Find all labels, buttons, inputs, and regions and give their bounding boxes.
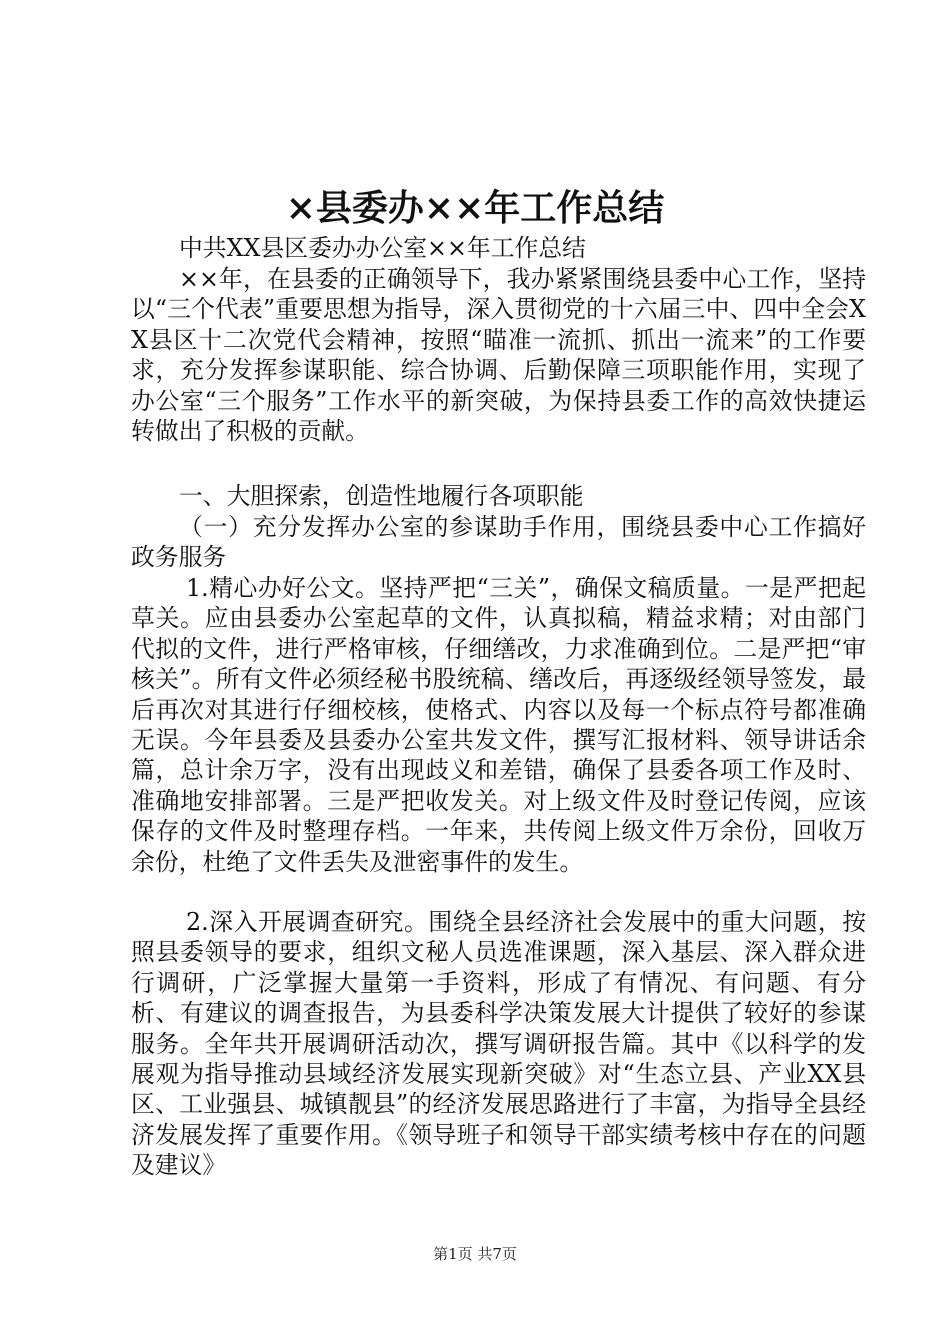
body-paragraph: 1.精心办好公文。坚持严把“三关”，确保文稿质量。一是严把起草关。应由县委办公室起草的文件，认真拟稿，精益求精；对由部门代拟的文件，进行严格审核，仔细缮改，力求准确到位。二是严把“审核关”。所有文件必须经秘书股统稿、缮改后，再逐级经领导签发，最后再次对其进行仔细校核，使格式、内容以及每一个标点符号都准确无误。今年县委及县委办公室共发文件，撰写汇报材料、领导讲话余篇，总计余万字，没有出现歧义和差错，确保了县委各项工作及时、准确地安排部署。三是严把收发关。对上级文件及时登记传阅，应该保存的文件及时整理存档。一年来，共传阅上级文件万余份，回收万余份，杜绝了文件丢失及泄密事件的发生。: [131, 574, 866, 876]
subtitle-paragraph: 中共XX县区委办办公室××年工作总结: [179, 234, 586, 262]
page-title: ×县委办××年工作总结: [285, 187, 665, 229]
subsection-heading: （一）充分发挥办公室的参谋助手作用，围绕县委中心工作搞好政务服务: [131, 513, 866, 572]
intro-paragraph: ××年，在县委的正确领导下，我办紧紧围绕县委中心工作，坚持以“三个代表”重要思想为指导，深入贯彻党的十六届三中、四中全会XX县区十二次党代会精神，按照“瞄准一流抓、抓出一流来”的工作要求，充分发挥参谋职能、综合协调、后勤保障三项职能作用，实现了办公室“三个服务”工作水平的新突破，为保持县委工作的高效快捷运转做出了积极的贡献。: [131, 265, 866, 446]
body-paragraph: 2.深入开展调查研究。围绕全县经济社会发展中的重大问题，按照县委领导的要求，组织文秘人员选准课题，深入基层、深入群众进行调研，广泛掌握大量第一手资料，形成了有情况、有问题、有分析、有建议的调查报告，为县委科学决策发展大计提供了较好的参谋服务。全年共开展调研活动次，撰写调研报告篇。其中《以科学的发展观为指导推动县域经济发展实现新突破》对“生态立县、产业XX县区、工业强县、城镇靓县”的经济发展思路进行了丰富，为指导全县经济发展发挥了重要作用。《领导班子和领导干部实绩考核中存在的问题及建议》: [131, 908, 866, 1180]
section-heading: 一、大胆探索，创造性地履行各项职能: [179, 482, 584, 510]
page-footer: 第1页 共7页: [433, 1245, 517, 1263]
